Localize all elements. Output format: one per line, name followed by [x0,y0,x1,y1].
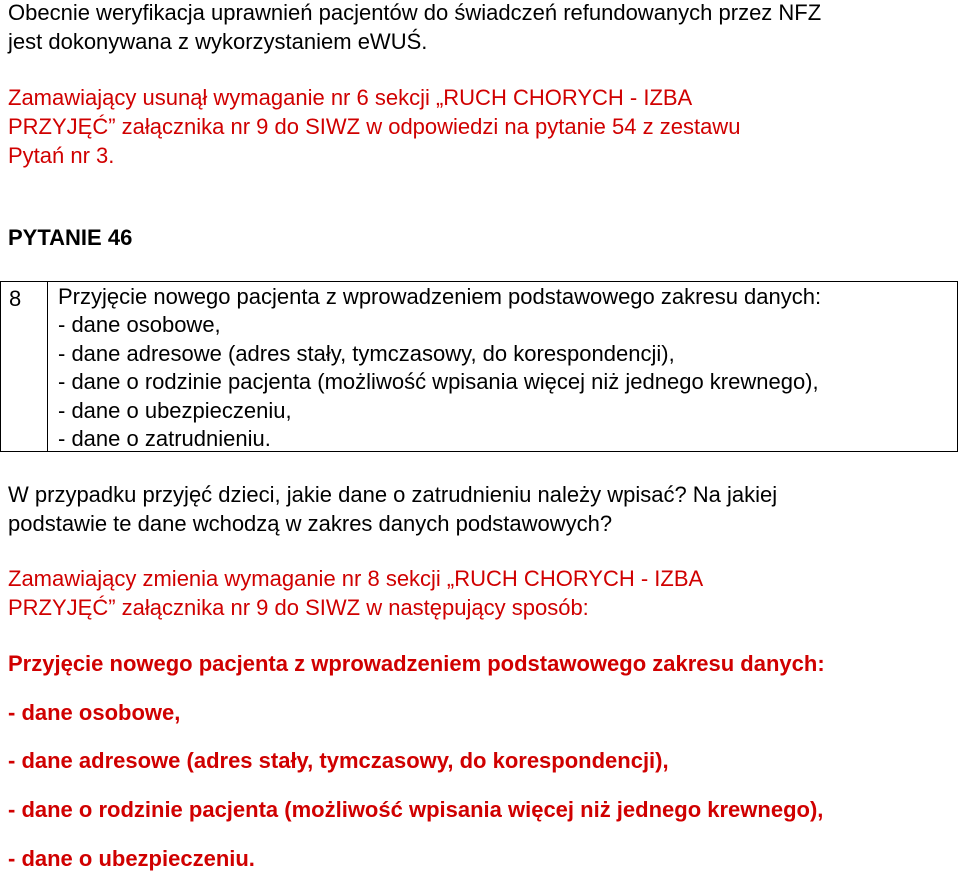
answer-line-2: PRZYJĘĆ” załącznika nr 9 do SIWZ w następujący sposób: [8,595,589,620]
row-line: - dane adresowe (adres stały, tymczasowy, do korespondencji), [58,340,675,366]
row-content [58,283,821,453]
question-heading: PYTANIE 46 [8,225,133,250]
row-line: - dane osobowe, [58,312,221,338]
row-line: - dane o ubezpieczeniu, [58,397,292,423]
row-line: - dane o zatrudnieniu. [58,425,271,451]
column-divider [47,282,48,451]
prev-answer-line-2: PRZYJĘĆ” załącznika nr 9 do SIWZ w odpowiedzi na pytanie 54 z zestawu [8,114,741,139]
row-line: - dane o rodzinie pacjenta (możliwość wpisania więcej niż jednego krewnego), [58,369,819,395]
answer-bold-line: - dane adresowe (adres stały, tymczasowy, do korespondencji), [8,748,669,773]
row-line: Przyjęcie nowego pacjenta z wprowadzeniem podstawowego zakresu danych: [58,284,822,309]
requirement-table-row [0,281,958,452]
answer-line-1: Zamawiający zmienia wymaganie nr 8 sekcji „RUCH CHORYCH - IZBA [8,566,704,591]
question-line-2: podstawie te dane wchodzą w zakres danych podstawowych? [8,511,613,536]
question-line-1: W przypadku przyjęć dzieci, jakie dane o zatrudnieniu należy wpisać? Na jakiej [8,482,778,507]
row-number: 8 [9,286,22,311]
intro-line-1: Obecnie weryfikacja uprawnień pacjentów do świadczeń refundowanych przez NFZ [8,0,822,25]
intro-line-2: jest dokonywana z wykorzystaniem eWUŚ. [8,29,428,54]
prev-answer-line-1: Zamawiający usunął wymaganie nr 6 sekcji „RUCH CHORYCH - IZBA [8,85,693,110]
answer-bold-line: - dane osobowe, [8,700,181,725]
answer-bold-line: - dane o ubezpieczeniu. [8,846,255,871]
answer-bold-line: - dane o rodzinie pacjenta (możliwość wpisania więcej niż jednego krewnego), [8,797,824,822]
answer-bold-line: Przyjęcie nowego pacjenta z wprowadzeniem podstawowego zakresu danych: [8,651,825,676]
prev-answer-line-3: Pytań nr 3. [8,143,115,168]
